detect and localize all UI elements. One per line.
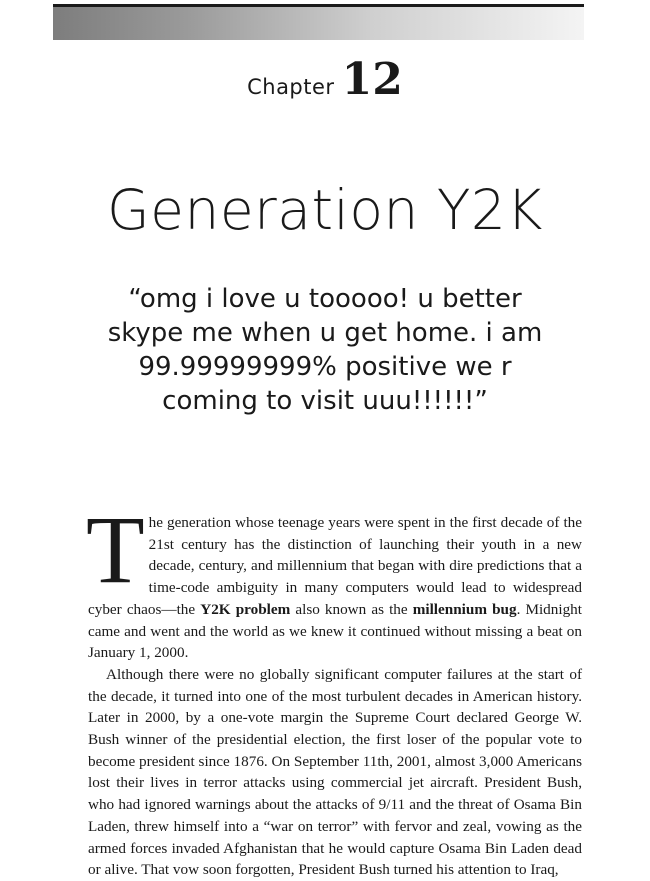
chapter-number: 12 [341,54,403,105]
epigraph-quote: “omg i love u tooooo! u better skype me when u get home. i am 99.99999999% positive we r coming to visit uuu!!!!!!” [107,284,543,416]
p1-part-c: . Midnight came and went and the world as we knew it continued without missing a beat on January 1, 2000. [88,600,582,662]
body-text [86,496,582,881]
term-y2k-problem: Y2K problem [200,600,291,618]
p1-part-a: he generation whose teenage years were spent in the first decade of the 21st century has the distinction of launching their youth in a new decade, century, and millennium that began with dire predictions that a time-code ambiguity in many computers would lead to widespread cyber chaos—the [88,514,582,618]
chapter-title: Generation Y2K [107,178,543,242]
drop-cap: T [86,496,145,603]
chapter-heading [0,54,650,105]
header-gradient-bar [53,4,584,40]
p1-part-b: also known as the [290,600,413,618]
paragraph-1 [86,496,582,664]
term-millennium-bug: millennium bug [412,600,517,618]
chapter-word: Chapter [247,75,335,99]
paragraph-2: Although there were no globally significant computer failures at the start of the decade, it turned into one of the most turbulent decades in American history. Later in 2000, by a one-vote margin the Supreme Court declared George W. Bush winner of the presidential election, the first loser of the popular vote to become president since 1876. On September 11th, 2001, almost 3,000 Americans lost their lives in terror attacks using commercial jet aircraft. President Bush, who had ignored warnings about the attacks of 9/11 and the threat of Osama Bin Laden, threw himself into a “war on terror” with fervor and zeal, vowing as the armed forces invaded Afghanistan that he would capture Osama Bin Laden dead or alive. That vow soon forgotten, President Bush turned his attention to Iraq, [88,665,582,879]
